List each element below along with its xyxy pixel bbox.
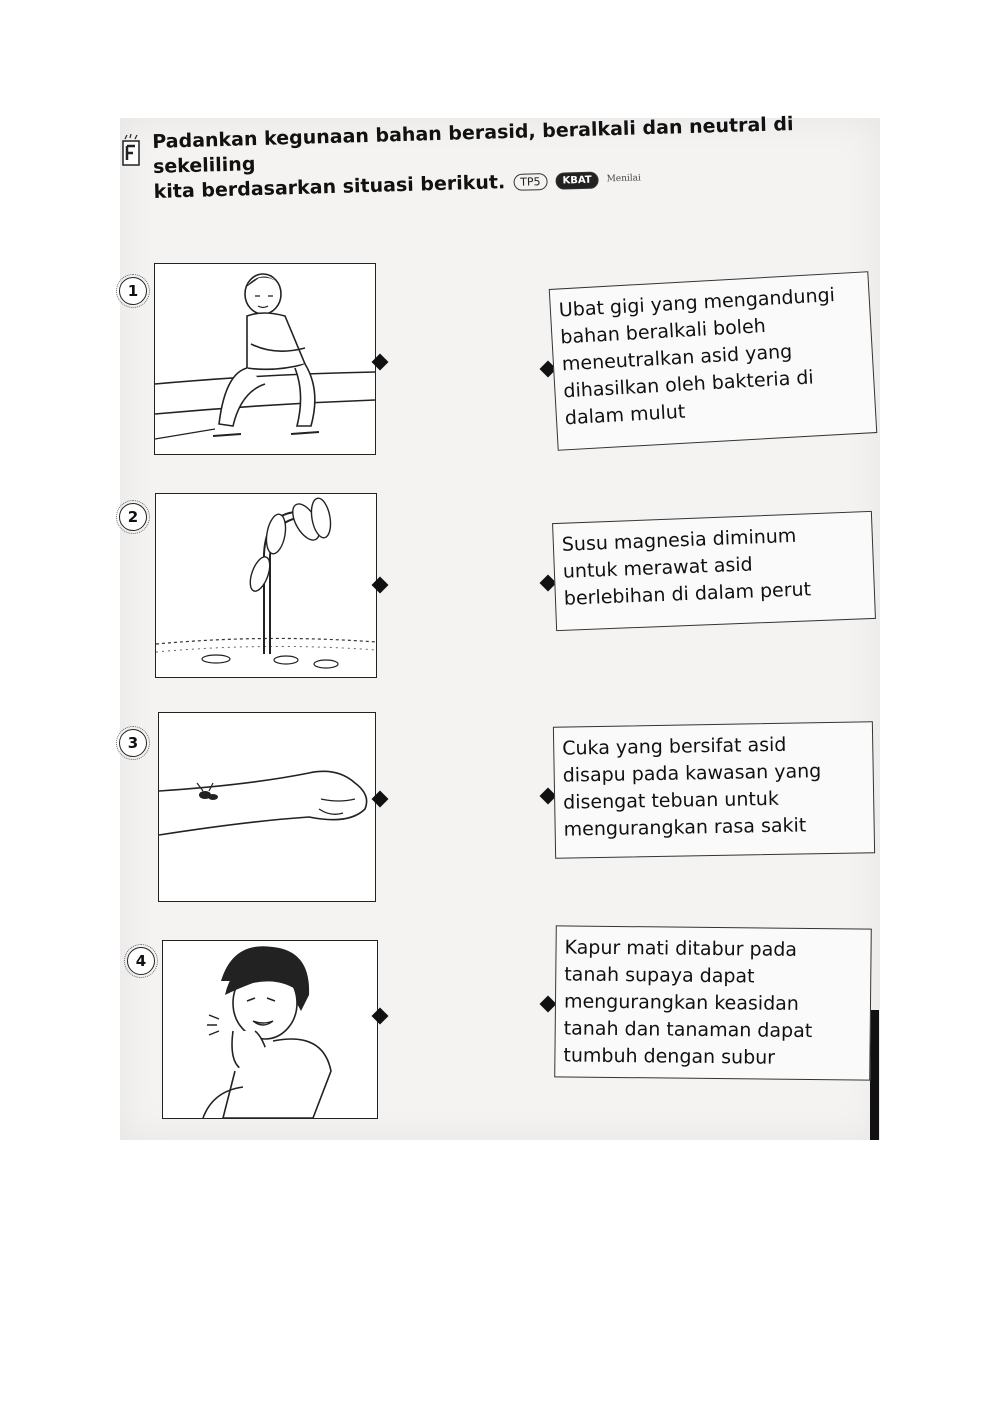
situation-image-3 — [158, 712, 376, 902]
use-3-line-3: disengat tebuan untuk — [563, 787, 780, 814]
use-2-line-3: berlebihan di dalam perut — [563, 578, 812, 610]
use-1-line-3: meneutralkan asid yang — [561, 340, 793, 376]
use-box-4 — [554, 925, 872, 1080]
instruction-line-1: Padankan kegunaan bahan berasid, beralkali dan neutral di sekeliling — [152, 113, 794, 178]
use-4-line-4: tanah dan tanaman dapat — [563, 1017, 813, 1043]
tp-badge: TP5 — [513, 173, 548, 191]
use-3-line-1: Cuka yang bersifat asid — [562, 733, 787, 760]
use-box-2 — [552, 511, 876, 631]
use-text-3 — [562, 730, 866, 843]
wilting-plant-illustration — [156, 494, 376, 677]
situation-image-1 — [154, 263, 376, 455]
use-4-line-5: tumbuh dengan subur — [563, 1044, 776, 1069]
situation-number-2: 2 — [119, 503, 147, 531]
use-2-line-2: untuk merawat asid — [562, 553, 754, 583]
use-box-3 — [553, 721, 875, 859]
section-marker-icon — [122, 133, 142, 167]
use-2-line-1: Susu magnesia diminum — [561, 524, 797, 556]
kbat-badge: KBAT — [555, 172, 599, 190]
boy-stomach-ache-illustration — [155, 264, 375, 454]
use-box-1 — [549, 271, 878, 451]
use-4-line-2: tanah supaya dapat — [564, 963, 755, 988]
use-4-line-1: Kapur mati ditabur pada — [564, 936, 798, 961]
situation-image-2 — [155, 493, 377, 678]
situation-number-3: 3 — [119, 729, 147, 757]
girl-toothache-illustration — [163, 941, 377, 1118]
use-1-line-2: bahan beralkali boleh — [559, 315, 767, 349]
situation-number-4: 4 — [127, 947, 155, 975]
use-1-line-4: dihasilkan oleh bakteria di — [562, 366, 815, 403]
kbat-note: Menilai — [606, 173, 642, 185]
situation-number-1: 1 — [119, 277, 147, 305]
use-1-line-5: dalam mulut — [564, 400, 686, 430]
use-1-line-1: Ubat gigi yang mengandungi — [558, 284, 836, 322]
use-text-4 — [563, 934, 862, 1072]
use-text-1 — [558, 281, 867, 433]
wasp-sting-arm-illustration — [159, 713, 375, 901]
use-text-2 — [561, 520, 866, 613]
situation-image-4 — [162, 940, 378, 1119]
scan-edge-shadow — [870, 1010, 879, 1140]
instruction-line-2: kita berdasarkan situasi berikut. — [153, 171, 506, 203]
use-3-line-2: disapu pada kawasan yang — [562, 760, 822, 787]
use-3-line-4: mengurangkan rasa sakit — [563, 814, 807, 841]
use-4-line-3: mengurangkan keasidan — [563, 990, 799, 1015]
